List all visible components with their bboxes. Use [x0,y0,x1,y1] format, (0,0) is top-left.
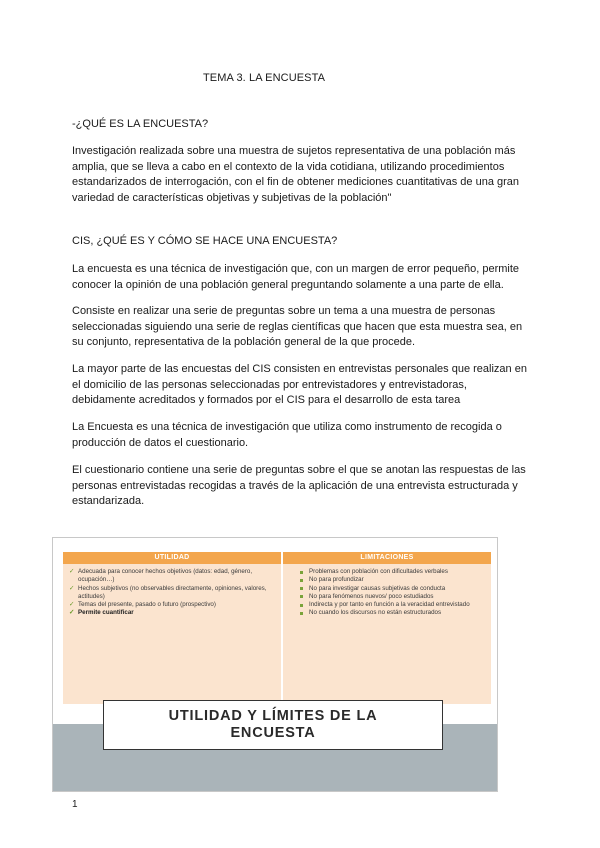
utilidad-list [63,564,281,618]
section-heading-cis: CIS, ¿QUÉ ES Y CÓMO SE HACE UNA ENCUESTA? [72,235,338,247]
limitaciones-item: Indirecta y por tanto en función a la veracidad entrevistado [289,601,487,609]
limitaciones-list [283,564,491,618]
limitaciones-header: LIMITACIONES [283,552,491,564]
paragraph-2: Consiste en realizar una serie de preguntas sobre un tema a una muestra de personas seleccionadas siguiendo una serie de reglas científicas que hacen que esta muestra sea, en su conjunto, representativa de la población general de la que procede. [72,305,523,348]
slide-title-box [103,700,443,750]
slide-title-line-2: ENCUESTA [230,725,316,741]
limitaciones-item: No para fenómenos nuevos/ poco estudiados [289,593,487,601]
paragraph-4: La Encuesta es una técnica de investigación que utiliza como instrumento de recogida o producción de datos el cuestionario. [72,421,502,449]
limitaciones-item: Problemas con población con dificultades verbales [289,568,487,576]
utilidad-header: UTILIDAD [63,552,281,564]
utilidad-item: ✓ Adecuada para conocer hechos objetivos (datos: edad, género, ocupación…) [69,568,277,585]
page-number: 1 [72,799,78,810]
paragraph-1: La encuesta es una técnica de investigación que, con un margen de error pequeño, permite conocer la opinión de una población general preguntando solamente a una parte de ella. [72,263,520,291]
limitaciones-item: No para profundizar [289,576,487,584]
slide-title-line-1: UTILIDAD Y LÍMITES DE LA [168,708,378,724]
limitaciones-item: No cuando los discursos no están estructurados [289,609,487,617]
limitaciones-item: No para investigar causas subjetivas de conducta [289,585,487,593]
utilidad-item: ✓ Temas del presente, pasado o futuro (prospectivo) [69,601,277,609]
utilidad-item: ✓ Permite cuantificar [69,609,277,617]
section-heading-que-es: -¿QUÉ ES LA ENCUESTA? [72,118,209,130]
slide-image [52,537,498,792]
limitaciones-column [283,552,491,704]
page-title: TEMA 3. LA ENCUESTA [202,72,326,84]
paragraph-3: La mayor parte de las encuestas del CIS consisten en entrevistas personales que realizan en el domicilio de las personas seleccionadas por entrevistadores y entrevistadoras, debidamente acreditados y formados por el CIS para el desarrollo de esta tarea [72,363,527,406]
definition-paragraph: Investigación realizada sobre una muestra de sujetos representativa de una población más amplia, que se lleva a cabo en el contexto de la vida cotidiana, utilizando procedimientos estandarizados de interrogación, con el fin de obtener mediciones cuantitativas de una gran variedad de características objetivas y subjetivas de la población" [72,145,520,204]
utilidad-column [63,552,281,704]
paragraph-5: El cuestionario contiene una serie de preguntas sobre el que se anotan las respuestas de las personas entrevistadas recogidas a través de la aplicación de una entrevista estructurada y estandarizada. [72,464,526,507]
utility-limits-table [63,552,491,704]
utilidad-item: ✓ Hechos subjetivos (no observables directamente, opiniones, valores, actitudes) [69,585,277,602]
